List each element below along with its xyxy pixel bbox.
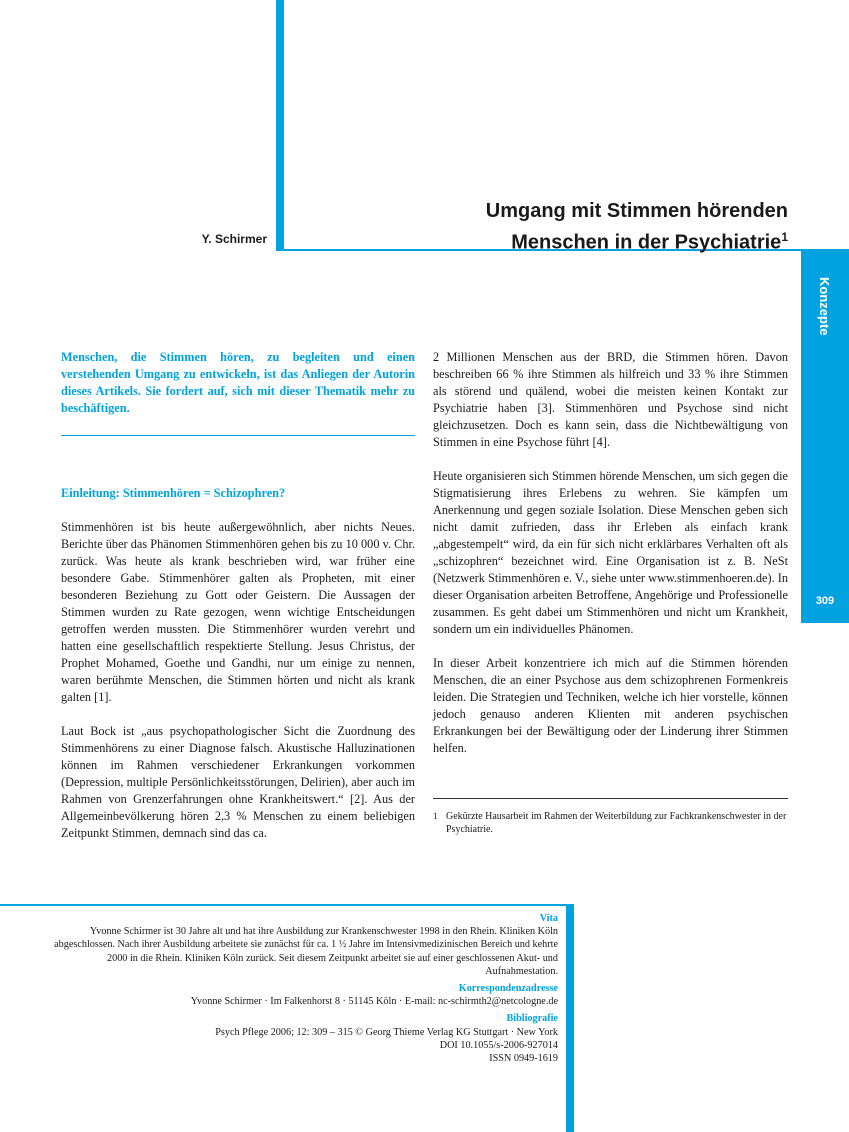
vita-heading: Vita — [539, 913, 558, 924]
vita-rule — [0, 904, 574, 906]
bibliography-issn: ISSN 0949-1619 — [489, 1053, 558, 1065]
title-line-2: Menschen in der Psychiatrie — [511, 231, 782, 254]
vita-text: Yvonne Schirmer ist 30 Jahre alt und hat ihre Ausbildung zur Krankenschwester 1998 in den Rhein. Kliniken Köln abgeschlossen. Nach ihrer Ausbildung arbeitete sie zunächst für ca. 1 ½ Jahre im Intensivmedizinischen Bereich und kehrte 2000 in die Rhein. Kliniken Köln zurück. Seit diesem Zeitpunkt arbeitet sie auf einer geschlossenen Akut- und Aufnahmestation. — [54, 926, 558, 977]
author-name: Y. Schirmer — [201, 232, 267, 246]
page-number: 309 — [815, 595, 835, 607]
footnote-number: 1 — [433, 811, 438, 821]
body-paragraph-3: 2 Millionen Menschen aus der BRD, die Stimmen hören. Davon beschreiben 66 % ihre Stimmen als hilfreich und 33 % ihre Stimmen als störend und quälend, wobei die meisten keinen Kontakt zur Psychiatrie haben [3]. Stimmenhören und Psychose sind nicht gleichzusetzen. Doch es kann sein, dass die Nichtbewältigung von Stimmen in eine Psychose führt [4]. — [433, 350, 788, 449]
abstract: Menschen, die Stimmen hören, zu begleiten und einen verstehenden Umgang zu entwickeln, ist das Anliegen der Autorin dieses Artikels. Sie fordert auf, sich mit dieser Thematik mehr zu beschäftigen. — [61, 350, 415, 415]
vita-accent-bar — [566, 904, 574, 1132]
section-side-tab — [801, 251, 849, 623]
left-column — [61, 349, 415, 842]
footnote-text: Gekürzte Hausarbeit im Rahmen der Weiterbildung zur Fachkrankenschwester in der Psychiatrie. — [446, 811, 787, 835]
title-line-1: Umgang mit Stimmen hörenden — [485, 200, 788, 222]
right-column — [433, 349, 788, 757]
section-label — [801, 277, 849, 337]
correspondence-heading: Korrespondenzadresse — [458, 983, 558, 995]
abstract-rule — [61, 435, 415, 436]
bibliography-citation: Psych Pflege 2006; 12: 309 – 315 © Georg Thieme Verlag KG Stuttgart · New York — [215, 1026, 558, 1038]
footnote — [433, 810, 788, 836]
body-paragraph-4: Heute organisieren sich Stimmen hörende Menschen, um sich gegen die Stigmatisierung ihres Erlebens zu wehren. Sie kämpfen um Anerkennung und gegen soziale Isolation. Diese Menschen geben sich nicht damit zufrieden, dass ihr Erleben als einfach krank „abgestempelt“ wird, da ein für sich nicht erklärbares Verhalten oft als „schizophren“ bezeichnet wird. Eine Organisation ist z. B. NeSt (Netzwerk Stimmenhören e. V., siehe unter www.stimmenhoeren.de). In dieser Organisation arbeiten Betroffene, Angehörige und Professionelle zusammen. Es geht dabei um Stimmenhören und nicht um Krankheit, sondern um ein individuelles Phänomen. — [433, 469, 788, 636]
correspondence-text: Yvonne Schirmer · Im Falkenhorst 8 · 51145 Köln · E-mail: nc-schirmth2@netcologne.de — [190, 996, 558, 1008]
author-info-box — [40, 912, 558, 1065]
footnote-rule — [433, 798, 788, 799]
body-paragraph-5: In dieser Arbeit konzentriere ich mich auf die Stimmen hörenden Menschen, die an einer Psychose aus dem schizophrenen Formenkreis leiden. Die Strategien und Techniken, welche ich hier vorstelle, können jedoch genauso anderen Klienten mit anderen psychischen Erkrankungen bei der Bewältigung oder der Linderung ihrer Stimmen helfen. — [433, 656, 788, 755]
section-label-text: Konzepte — [817, 277, 832, 336]
bibliography-heading: Bibliografie — [506, 1013, 558, 1025]
section-heading: Einleitung: Stimmenhören = Schizophren? — [61, 486, 286, 500]
body-paragraph-1: Stimmenhören ist bis heute außergewöhnlich, aber nichts Neues. Berichte über das Phänomen Stimmenhören gehen bis zu 10 000 v. Chr. zurück. Was heute als krank beschrieben wird, war früher eine besondere Gabe. Stimmenhörer galten als Propheten, mit einer besonderen Beziehung zu Gott oder Geistern. Die Aussagen der Stimmen wurden zu Rate gezogen, wenn wichtige Entscheidungen getroffen werden mussten. Die Stimmenhörer wurden verehrt und hatten eine gesellschaftlich respektierte Stellung. Jesus Christus, der Prophet Mohamed, Goethe und Gandhi, nur um einige zu nennen, waren berühmte Menschen, die Stimmen hörten und nicht als krank galten [1]. — [61, 520, 415, 704]
header-accent-bar — [276, 0, 284, 251]
bibliography-doi: DOI 10.1055/s-2006-927014 — [439, 1039, 558, 1051]
title-footnote-marker: 1 — [781, 230, 788, 244]
article-title — [300, 198, 788, 256]
body-paragraph-2: Laut Bock ist „aus psychopathologischer Sicht die Zuordnung des Stimmenhörens zu einer Diagnose falsch. Akustische Halluzinationen können im Rahmen verschiedener Erkrankungen vorkommen (Depression, multiple Persönlichkeitsstörungen, Delirien), aber auch im Rahmen von Grenzerfahrungen ohne Krankheitswert.“ [2]. Aus der Allgemeinbevölkerung hören 2,3 % Menschen zu einem beliebigen Zeitpunkt Stimmen, demnach sind das ca. — [61, 724, 415, 840]
